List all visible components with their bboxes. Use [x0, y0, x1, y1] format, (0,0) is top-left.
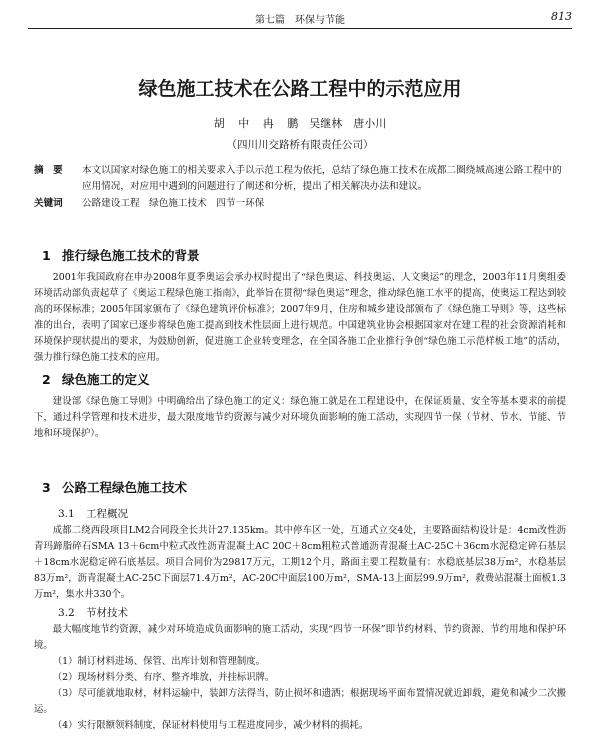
subsection-number: 3.2 [58, 607, 75, 619]
affiliation: （四川川交路桥有限责任公司） [226, 139, 374, 151]
section-2 [34, 370, 566, 442]
abstract-label: 摘 要 [34, 165, 63, 176]
subsection-number: 3.1 [58, 508, 75, 520]
section-number: 2 [42, 372, 51, 387]
abstract [34, 163, 566, 194]
paragraph: 2001年我国政府在申办2008年夏季奥运会承办权时提出了“绿色奥运、科技奥运、人文奥运”的理念，2003年11月奥组委环境活动部负责起草了《奥运工程绿色施工指南》，此举旨在贯彻“绿色奥运”理念，推动绿色施工水平的提高，使奥运工程达到较高的环保标准；2005年国家颁布了《绿色建筑评价标准》；2007年9月，住房和城乡建设部颁布了《绿色施工导则》等，这些标准的出台，表明了国家已逐步将绿色施工提高到技术性层面上进行规范。中国建筑业协会根据国家对在建工程的社会资源消耗和环境保护现状提出的要求，为鼓励创新，促进施工企业转变理念，在全国各施工企业推行争创“绿色施工示范样板工地”的活动，强力推行绿色施工技术的应用。 [34, 272, 566, 363]
paper-title: 绿色施工技术在公路工程中的示范应用 [138, 78, 462, 100]
list-item: （3）尽可能就地取材，材料运输中，装卸方法得当，防止损坏和遗洒；根据现场平面布置情况就近卸载，避免和减少二次搬运。 [34, 688, 566, 715]
subsection-title: 工程概况 [86, 508, 128, 520]
section-heading [42, 370, 566, 388]
abstract-block [34, 163, 566, 212]
section-title: 推行绿色施工技术的背景 [62, 248, 200, 263]
section-number: 3 [42, 480, 51, 495]
chapter-title: 第七篇 环保与节能 [255, 15, 345, 26]
section-3 [34, 478, 566, 734]
authors: 胡 中 冉 鹏 吴继林 唐小川 [213, 117, 387, 130]
section-heading [42, 246, 566, 264]
paragraph: 建设部《绿色施工导则》中明确给出了绿色施工的定义：绿色施工就是在工程建设中，在保证质量、安全等基本要求的前提下，通过科学管理和技术进步，最大限度地节约资源与减少对环境负面影响的施工活动，实现四节一保（节材、节水、节能、节地和环境保护）。 [34, 396, 566, 439]
keywords-text: 公路建设工程 绿色施工技术 四节一环保 [82, 198, 265, 209]
section-number: 1 [42, 248, 51, 263]
subsection-heading [58, 506, 566, 521]
keywords [34, 196, 566, 212]
abstract-text: 本文以国家对绿色施工的相关要求入手以示范工程为依托，总结了绿色施工技术在成都二圈绕城高速公路工程中的应用情况，对应用中遇到的问题进行了阐述和分析，提出了相关解决办法和建议。 [82, 165, 562, 192]
paragraph: 最大幅度地节约资源，减少对环境造成负面影响的施工活动，实现“四节一环保”即节约材料、节约资源、节约用地和保护环境。 [34, 624, 566, 651]
section-1 [34, 246, 566, 366]
paragraph: 成都二绕西段项目LM2合同段全长共计27.135km。其中停车区一处，互通式立交4处，主要路面结构设计是：4cm改性沥青玛蹄脂碎石SMA 13＋6cm中粒式改性沥青混凝土AC 20C＋8cm粗粒式普通沥青混凝土AC-25C＋36cm水泥稳定碎石基层＋18cm水泥稳定碎石底基层。项目合同价为29817万元，工期12个月，路面主要工程数量有：水稳底基层38万m²，水稳基层83万m²，沥青混凝土AC-25C下面层71.4万m²，AC-20C中面层100万m²，SMA-13上面层99.9万m²，救费站混凝土面板1.3万m²，集水井330个。 [34, 525, 566, 600]
section-title: 公路工程绿色施工技术 [62, 480, 188, 495]
subsection-title: 节材技术 [86, 607, 128, 619]
list-item: （2）现场材料分类、有序、整齐堆放，并挂标识牌。 [52, 672, 275, 683]
list-item: （4）实行限额领料制度，保证材料使用与工程进度同步，减少材料的损耗。 [52, 720, 369, 731]
keywords-label: 关键词 [34, 198, 63, 209]
list-item: （1）制订材料进场、保管、出库计划和管理制度。 [52, 656, 266, 667]
section-title: 绿色施工的定义 [62, 372, 150, 387]
page-number: 813 [551, 10, 572, 23]
running-header [28, 6, 572, 29]
subsection-heading [58, 605, 566, 620]
section-heading [42, 478, 566, 496]
